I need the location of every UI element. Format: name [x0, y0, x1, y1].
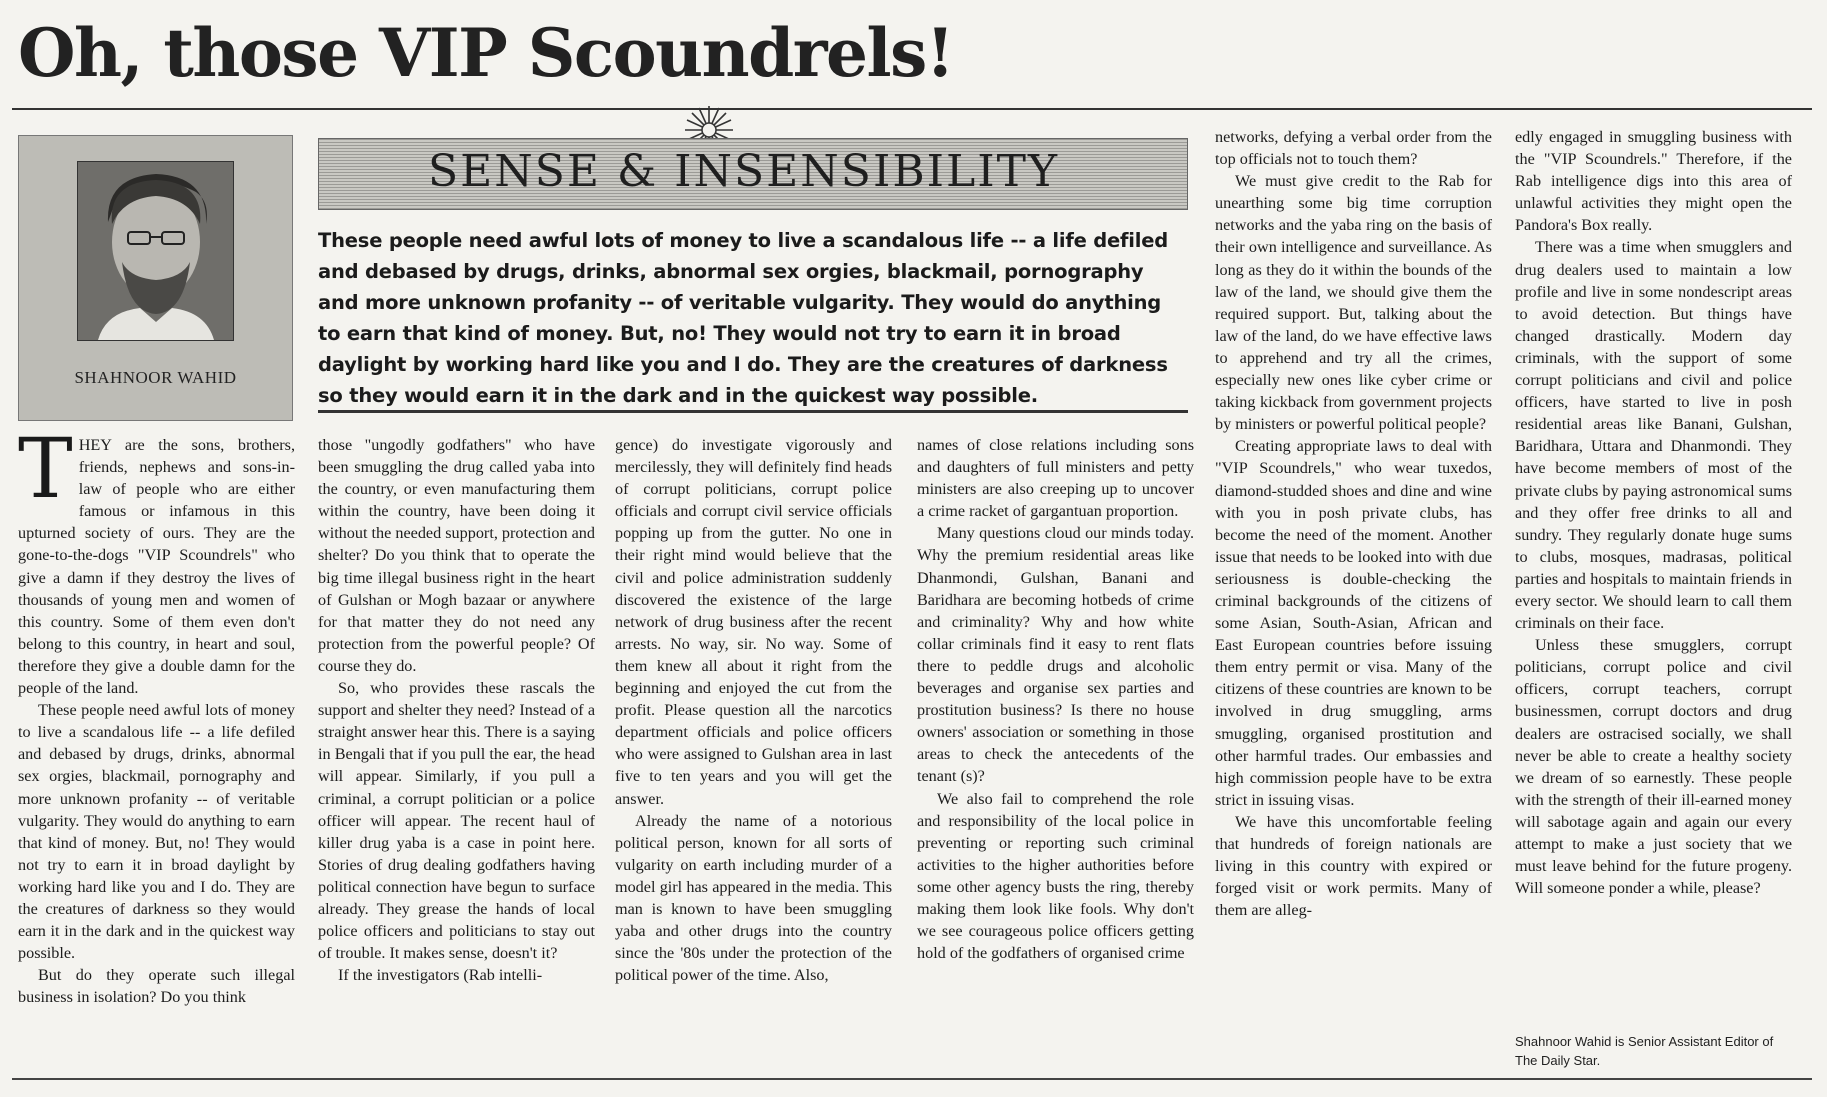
paragraph-7: Many questions cloud our minds today. Why the premium residential areas like Dhanmondi, Gulshan, Banani and Baridhara are becoming hotbeds of crime and criminality? Why and how white collar criminals find it easy to rent flats there to peddle drugs and alcoholic beverages and organise sex parties and prostitution business? Is there no house owners' association or something in those areas to check the antecedents of the tenant (s)?	[917, 524, 1194, 786]
paragraph-11: We have this uncomfortable feeling that hundreds of foreign nationals are living in this country with expired or forged visit or work permits. Many of them are alleg-	[1215, 812, 1492, 920]
bottom-divider	[12, 1078, 1812, 1080]
paragraph-9: We must give credit to the Rab for unearthing some big time corruption networks and the yaba ring on the basis of their own intelligence and surveillance. As long as they do it within the bounds of the law of the land, we should give them the required support. But, talking about the law of the land, do we have effective laws to apprehend and try all the crimes, especially new ones like cyber crime or taking kickback from government projects by ministers or powerful political people?	[1215, 172, 1492, 434]
author-photo	[77, 161, 234, 341]
paragraph-5: If the investigators (Rab intelli-	[338, 966, 543, 985]
paragraph-12: There was a time when smugglers and drug dealers used to maintain a low profile and live in some nondescript areas to avoid detection. But things have changed drastically. Modern day criminals, with the support of some corrupt politicians and civil and police officers, have started to live in posh residential areas like Banani, Gulshan, Baridhara, Uttara and Dhanmondi. They have become members of most of the private clubs by paying astronomical sums and they offer free drinks to all and sundry. They regularly donate huge sums to clubs, mosques, madrasas, political parties and hospitals to maintain friends in every sector. We should learn to call them criminals on their face.	[1515, 238, 1792, 633]
paragraph-4: So, who provides these rascals the support and shelter they need? Instead of a straight answer hear this. There is a saying in Bengali that if you pull the ear, the head will appear. Similarly, if you pull a criminal, a corrupt politician or a police officer will appear. The recent haul of killer drug yaba is a case in point here. Stories of drug dealing godfathers having political connection have begun to surface already. They grease the hands of local police officers and politicians to stay out of trouble. It makes sense, doesn't it?	[318, 679, 595, 963]
text-column-1	[18, 422, 295, 1008]
intro-standfirst: These people need awful lots of money to live a scandalous life -- a life defiled and debased by drugs, drinks, abnormal sex orgies, blackmail, pornography and more unknown profanity -- of veritable vulgarity. They would do anything to earn that kind of money. But, no! They would not try to earn it in broad daylight by working hard like you and I do. They are the creatures of darkness so they would earn it in the dark and in the quickest way possible.	[318, 229, 1169, 407]
paragraph-11-continued: edly engaged in smuggling business with the "VIP Scoundrels." Therefore, if the Rab intelligence digs into this area of unlawful activities they might open the Pandora's Box really.	[1515, 128, 1792, 235]
paragraph-8-continued: networks, defying a verbal order from the top officials not to touch them?	[1215, 128, 1492, 169]
text-column-4	[917, 434, 1194, 964]
paragraph-1-text: HEY are the sons, brothers, friends, nephews and sons-in-law of people who are either famous or infamous in this upturned society of ours. They are the gone-to-the-dogs "VIP Scoundrels" who give a damn if they destroy the lives of thousands of young men and women of this country. Some of them even don't belong to this country, in heart and soul, therefore they give a double damn for the people of the land.	[18, 436, 295, 698]
paragraph-10: Creating appropriate laws to deal with "VIP Scoundrels," who wear tuxedos, diamond-studded shoes and dine and wine with you in posh private clubs, has become the need of the moment. Another issue that needs to be looked into with due seriousness is double-checking the criminal backgrounds of the citizens of some Asian, South-Asian, African and East European countries before issuing them entry permit or visa. Many of the citizens of these countries are known to be involved in drug smuggling, arms smuggling, organised prostitution and other harmful trades. Our embassies and high commission people have to be extra strict in issuing visas.	[1215, 437, 1492, 809]
intro-divider	[318, 410, 1188, 413]
text-column-5	[1215, 126, 1492, 921]
paragraph-3: But do they operate such illegal business in isolation? Do you think	[18, 966, 295, 1007]
drop-cap: T	[18, 422, 73, 517]
paragraph-3-continued: those "ungodly godfathers" who have been smuggling the drug called yaba into the country, or even manufacturing them within the country, have been doing it without the needed support, protection and shelter? Do you think that to operate the big time illegal business right in the heart of Gulshan or Mogh bazaar or anywhere for that matter they do not need any protection from the powerful people? Of course they do.	[318, 436, 595, 675]
paragraph-1	[18, 422, 295, 699]
paragraph-13: Unless these smugglers, corrupt politicians, corrupt police and civil officers, corrupt teachers, corrupt businessmen, corrupt doctors and drug dealers are ostracised socially, we shall never be able to create a healthy society we dream of so earnestly. These people with the strength of their ill-earned money will sabotage again and again our every attempt to make a just society that we must leave behind for the future progeny. Will someone ponder a while, please?	[1515, 636, 1792, 898]
text-column-6	[1515, 126, 1792, 899]
paragraph-6-continued: names of close relations including sons and daughters of full ministers and petty ministers are also creeping up to uncover a crime racket of gargantuan proportion.	[917, 436, 1194, 521]
text-column-3	[615, 434, 892, 986]
author-byline: SHAHNOOR WAHID	[74, 368, 237, 387]
paragraph-6: Already the name of a notorious political person, known for all sorts of vulgarity on earth including murder of a model girl has appeared in the media. This man is known to have been smuggling yaba and other drugs into the country since the '80s under the protection of the political power of the time. Also,	[615, 811, 892, 985]
paragraph-8: We also fail to comprehend the role and responsibility of the local police in preventing or reporting such criminal activities to the higher authorities before some other agency busts the ring, thereby making them look like fools. Why don't we see courageous police officers getting hold of the godfathers of organised crime	[917, 789, 1194, 963]
top-divider	[12, 108, 1812, 110]
text-column-2	[318, 434, 595, 986]
author-portrait-image	[78, 162, 233, 340]
column-title: SENSE & INSENSIBILITY	[428, 146, 1060, 197]
paragraph-2: These people need awful lots of money to live a scandalous life -- a life defiled and debased by drugs, drinks, abnormal sex orgies, blackmail, pornography and more unknown profanity -- of veritable vulgarity. They would do anything to earn that kind of money. But, no! They would not try to earn it in broad daylight by working hard like you and I do. They are the creatures of darkness so they would earn it in the dark and in the quickest way possible.	[18, 701, 295, 963]
author-photo-box	[18, 135, 293, 421]
headline: Oh, those VIP Scoundrels!	[18, 14, 954, 92]
author-credit: Shahnoor Wahid is Senior Assistant Editor of The Daily Star.	[1515, 1034, 1774, 1068]
paragraph-5-continued: gence) do investigate vigorously and mercilessly, they will definitely find heads of corrupt politicians, corrupt police officials and corrupt civil service officials popping up from the gutter. No one in their right mind would believe that the civil and police administration suddenly discovered the existence of the large network of drug business after the recent arrests. No way, sir. No way. Some of them knew all about it right from the beginning and enjoyed the cut from the profit. Please question all the narcotics department officials and police officers who were assigned to Gulshan area in last five to ten years and you will get the answer.	[615, 436, 892, 808]
